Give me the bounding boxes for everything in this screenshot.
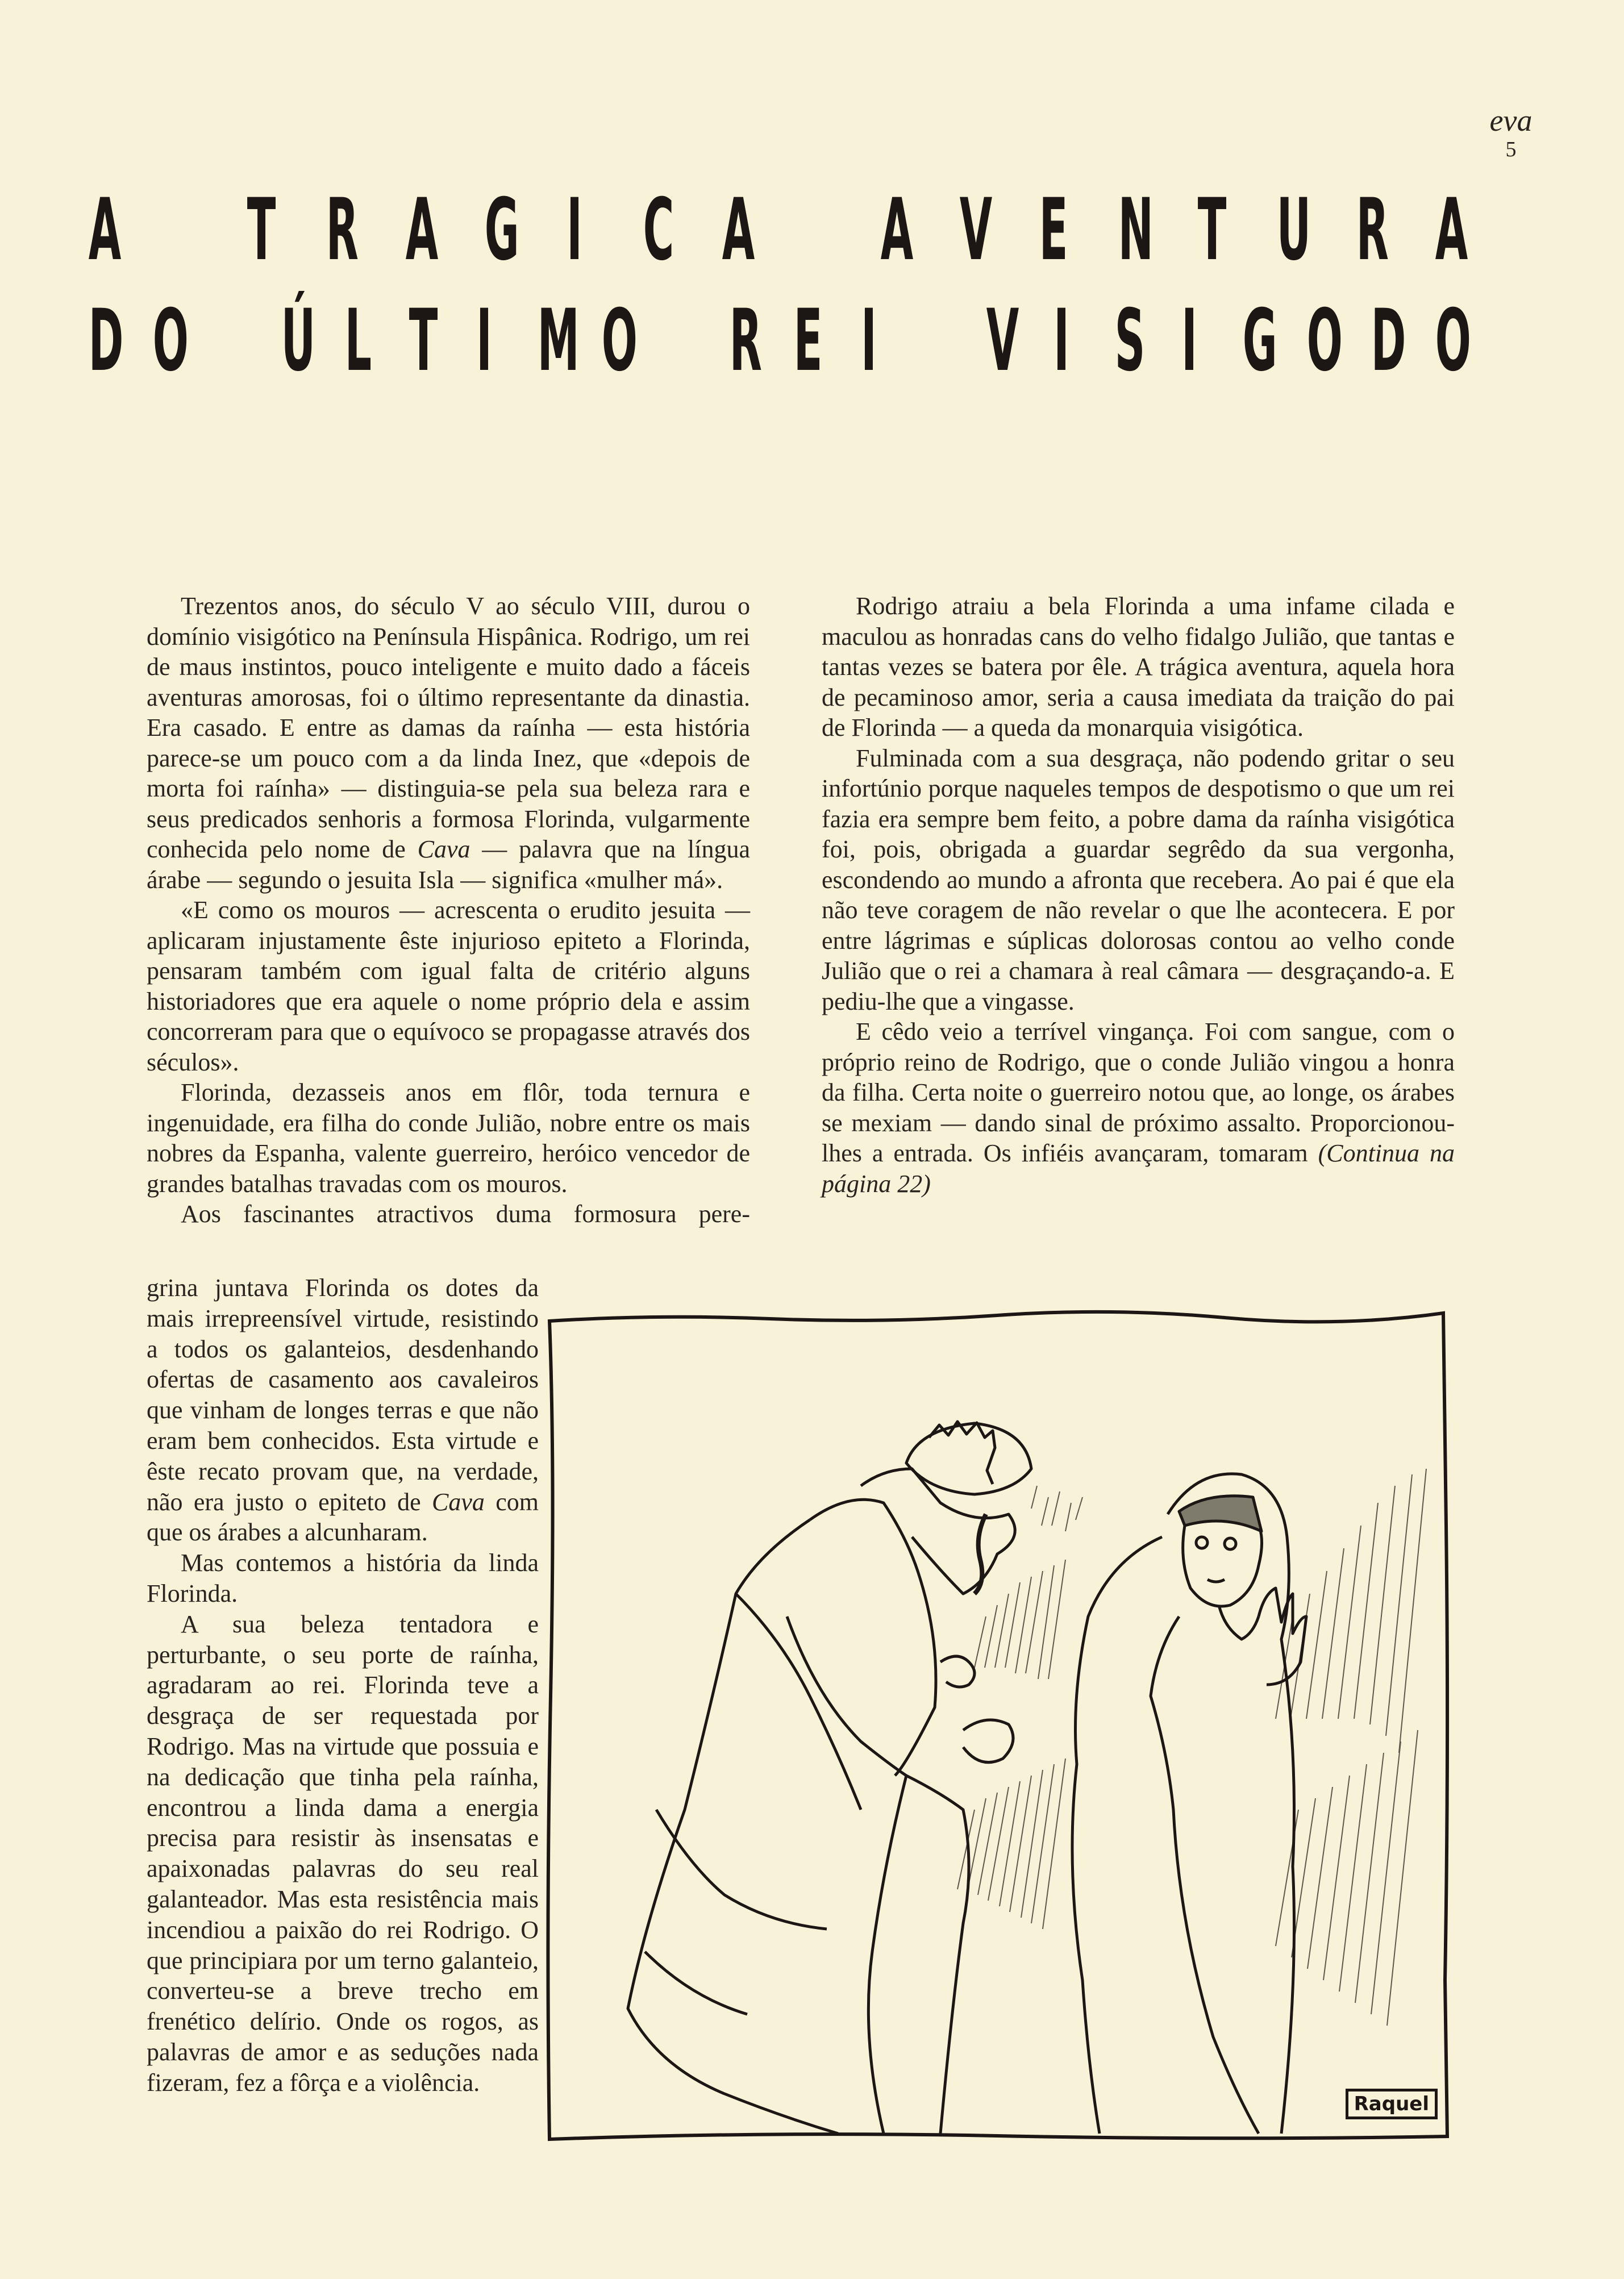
title-letter: I — [1053, 291, 1069, 390]
king-figure — [628, 1422, 1031, 2134]
illustration-frame — [548, 1312, 1447, 2139]
title-letter: T — [1197, 181, 1227, 280]
folio — [1485, 105, 1536, 164]
title-letter: D — [88, 291, 124, 390]
article-title — [80, 181, 1471, 390]
title-letter: O — [152, 291, 189, 390]
title-letter: V — [960, 181, 993, 280]
title-letter: T — [409, 291, 438, 390]
shading-wall — [957, 1469, 1426, 2026]
paragraph: «E como os mouros — acrescenta o erudito jesuita — aplicaram injustamente êste injurioso epiteto a Florinda, pensaram também com igual falta de critério alguns historiadores que era aquele o nome próprio dela e assim concorreram para que o equívoco se propagasse através dos séculos». — [147, 896, 750, 1076]
illustration — [543, 1298, 1455, 2145]
magazine-name: eva — [1489, 103, 1533, 138]
title-letter: S — [1114, 291, 1145, 390]
title-letter: I — [567, 181, 583, 280]
paragraph: Florinda, dezasseis anos em flôr, toda ternura e ingenuidade, era filha do conde Julião, nobre entre os mais nobres da Espanha, valente guerreiro, heróico vencedor de grandes batalhas travadas com os mouros. — [147, 1078, 750, 1198]
paragraph: Fulminada com a sua desgraça, não podendo gritar o seu infortúnio porque naqueles tempos de despotismo o que um rei fazia era sempre bem feito, a pobre dama da raínha visigótica foi, pois, obrigada a guardar segrêdo da sua vergonha, escondendo ao mundo a afronta que recebera. Ao pai é que ela não teve coragem de não revelar o que lhe acontecera. E por entre lágrimas e súplicas dolorosas contou ao velho conde Julião que o rei a chamara à real câmara — desgraçando-a. E pediu-lhe que a vingasse. — [822, 744, 1455, 1015]
paragraph: grina juntava Florinda os dotes da mais irrepreensível virtude, resistindo a todos os galanteios, desdenhando ofertas de casamento aos cavaleiros que vinham de longes terras e que não eram bem conhecidos. Esta virtude e êste recato provam que, na verdade, não era justo o epiteto de Cava com que os árabes a alcunharam. — [147, 1274, 539, 1547]
title-letter: E — [794, 291, 823, 390]
paragraph: Rodrigo atraiu a bela Florinda a uma infame cilada e maculou as honradas cans do velho fidalgo Julião, que tantas e tantas vezes se batera por êle. A trágica aventura, aquela hora de pecaminoso amor, seria a causa imediata da traição do pai de Florinda — a queda da monarquia visigótica. — [822, 592, 1455, 741]
title-letter: V — [986, 291, 1019, 390]
paragraph: Aos fascinantes atractivos duma formosura pere- — [181, 1200, 750, 1228]
title-letter: Ú — [281, 291, 315, 390]
paragraph: E cêdo veio a terrível vingança. Foi com sangue, com o próprio reino de Rodrigo, que o conde Julião vingou a honra da filha. Certa noite o guerreiro notou que, ao longe, os árabes se mexiam — dando sinal de próximo assalto. Proporcionou-lhes a entrada. Os infiéis avançaram, tomaram (Continua na página 22) — [822, 1018, 1455, 1198]
title-letter: T — [247, 181, 276, 280]
title-letter: R — [326, 181, 359, 280]
artist-signature: Raquel — [1346, 2089, 1438, 2119]
title-letter: A — [722, 181, 755, 280]
paragraph: Trezentos anos, do século V ao século VIII, durou o domínio visigótico na Península Hispânica. Rodrigo, um rei de maus instintos, pouco inteligente e muito dado a fáceis aventuras amorosas, foi o último representante da dinastia. Era casado. E entre as damas da raínha — esta história parece-se um pouco com a da linda Inez, que «depois de morta foi raínha» — distinguia-se pela sua beleza rara e seus predicados senhoris a formosa Florinda, vulgarmente conhecida pelo nome de Cava — palavra que na língua árabe — segundo o jesuita Isla — significa «mulher má». — [147, 592, 750, 894]
title-letter: C — [643, 181, 674, 280]
continuation-note: (Continua na página 22) — [822, 1139, 1455, 1198]
title-letter: A — [880, 181, 914, 280]
title-letter: R — [1356, 181, 1389, 280]
florinda-figure — [1072, 1474, 1306, 2134]
title-letter: N — [1118, 181, 1154, 280]
article-column-right — [822, 591, 1455, 1199]
italic-term: Cava — [417, 835, 470, 863]
title-line-2 — [80, 291, 1471, 390]
title-letter: I — [476, 291, 492, 390]
paragraph: Mas contemos a história da linda Florinda. — [147, 1549, 539, 1607]
title-line-1 — [80, 181, 1468, 280]
title-letter: O — [1306, 291, 1343, 390]
article-column-left-narrow — [147, 1273, 539, 2098]
italic-term: Cava — [432, 1488, 485, 1516]
paragraph: A sua beleza tentadora e perturbante, o seu porte de raínha, agradaram ao rei. Florinda teve a desgraça de ser requestada por Rodrigo. Mas na virtude que possuia e na dedicação que tinha pela raínha, encontrou a linda dama a energia precisa para resistir às insensatas e apaixonadas palavras do seu real galanteador. Mas esta resistência mais incendiou a paixão do rei Rodrigo. O que principiara por um terno galanteio, converteu-se a breve trecho em frenético delírio. Onde os rogos, as palavras de amor e as seduções nada fizeram, fez a fôrça e a violência. — [147, 1610, 539, 2097]
title-letter: A — [1435, 181, 1468, 280]
article-column-left — [147, 591, 750, 1230]
illustration-drawing — [543, 1298, 1455, 2145]
title-letter: E — [1039, 181, 1068, 280]
title-letter: O — [1435, 291, 1471, 390]
title-letter: R — [730, 291, 763, 390]
title-letter: U — [1276, 181, 1311, 280]
title-letter: A — [88, 181, 122, 280]
title-letter: G — [484, 181, 519, 280]
page-number: 5 — [1505, 138, 1517, 161]
title-letter: A — [405, 181, 438, 280]
title-letter: O — [601, 291, 638, 390]
title-letter: L — [345, 291, 372, 390]
title-letter: I — [1181, 291, 1198, 390]
title-letter: G — [1242, 291, 1277, 390]
title-letter: M — [537, 291, 580, 390]
title-letter: I — [861, 291, 877, 390]
title-letter: D — [1371, 291, 1406, 390]
